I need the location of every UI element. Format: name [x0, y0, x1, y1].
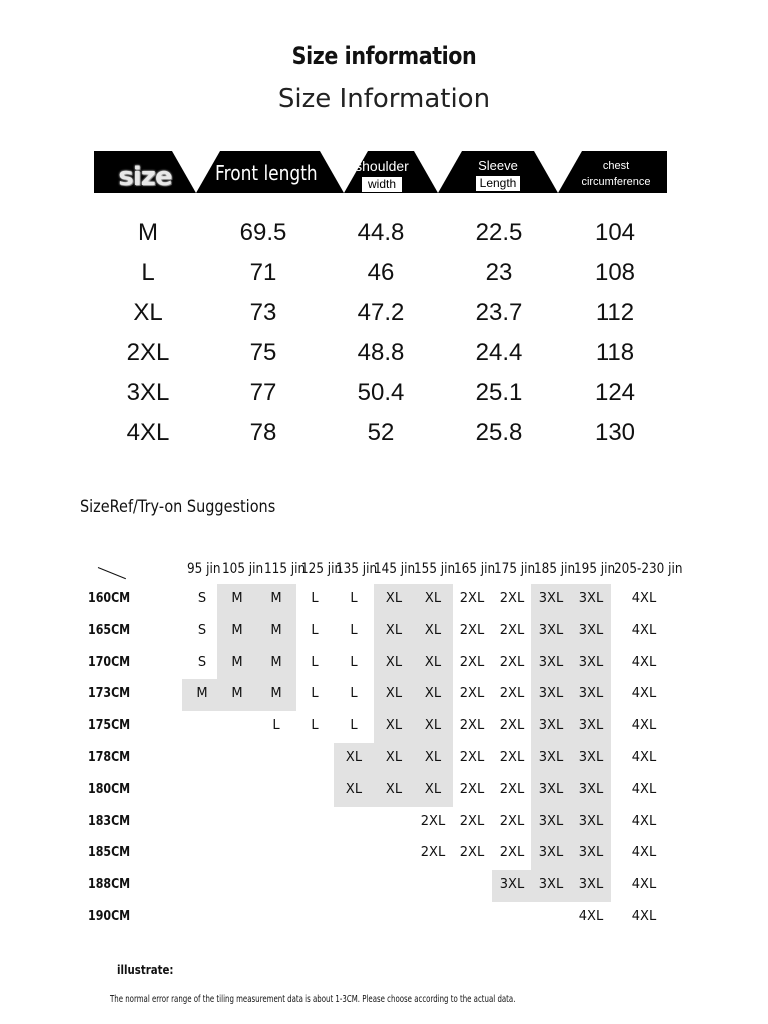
header-chest-circumference	[572, 151, 660, 193]
height-row-header: 178CM	[88, 750, 131, 765]
page-subtitle: Size Information	[277, 84, 491, 114]
size-suggestion-cell: L	[311, 591, 319, 606]
size-suggestion-cell: 3XL	[538, 686, 564, 702]
size-suggestion-cell: XL	[424, 750, 442, 765]
weight-column-header: 205-230 jin	[614, 561, 683, 577]
size-suggestion-cell: 4XL	[631, 845, 657, 861]
height-row-header: 183CM	[88, 813, 131, 829]
size-suggestion-cell: 4XL	[578, 909, 604, 924]
height-row-header: 190CM	[88, 909, 131, 924]
size-suggestion-cell: M	[270, 591, 282, 606]
size-suggestion-cell: 4XL	[631, 622, 657, 638]
size-suggestion-cell: 2XL	[459, 845, 485, 861]
weight-column-header: 165 jin	[454, 561, 496, 577]
weight-column-header: 195 jin	[574, 561, 616, 577]
weight-column-header: 135 jin	[336, 561, 378, 577]
measurement-row	[88, 253, 688, 293]
size-suggestion-cell: 3XL	[538, 622, 564, 638]
size-suggestion-cell: L	[350, 654, 358, 670]
size-suggestion-cell: XL	[424, 718, 442, 734]
size-suggestion-cell: 3XL	[538, 781, 564, 797]
size-suggestion-cell: 3XL	[538, 718, 564, 734]
height-row-header: 165CM	[88, 622, 131, 638]
size-suggestion-cell: 4XL	[631, 877, 657, 893]
size-suggestion-cell: 3XL	[538, 750, 564, 765]
measurement-value: 77	[249, 379, 277, 406]
size-suggestion-cell: 3XL	[578, 591, 604, 606]
measurement-row	[88, 213, 688, 253]
height-row-header: 185CM	[88, 845, 131, 861]
measurement-value: 104	[594, 219, 636, 246]
size-suggestion-cell: L	[272, 718, 280, 734]
size-suggestion-cell: 4XL	[631, 909, 657, 924]
size-suggestion-cell: M	[270, 686, 282, 702]
size-suggestion-cell: XL	[345, 781, 363, 797]
size-suggestion-cell: 4XL	[631, 750, 657, 765]
size-suggestion-cell: L	[311, 622, 319, 638]
size-suggestion-cell: 2XL	[459, 654, 485, 670]
size-suggestion-cell: 2XL	[459, 622, 485, 638]
size-suggestion-cell: 2XL	[499, 654, 525, 670]
size-suggestion-cell: L	[350, 718, 358, 734]
size-suggestion-cell: 4XL	[631, 686, 657, 702]
header-size: size	[118, 162, 172, 192]
size-suggestion-cell: 2XL	[499, 622, 525, 638]
measurement-value: 78	[249, 419, 277, 446]
height-row-header: 188CM	[88, 877, 131, 893]
size-suggestion-cell: M	[270, 654, 282, 670]
measurement-value: 52	[367, 419, 395, 446]
size-suggestion-cell: 2XL	[499, 750, 525, 765]
page-title: Size information	[291, 42, 477, 70]
size-suggestion-cell: 4XL	[631, 813, 657, 829]
height-row-header: 175CM	[88, 718, 131, 734]
size-suggestion-cell: S	[197, 622, 207, 638]
size-suggestion-cell: M	[270, 622, 282, 638]
weight-column-header: 175 jin	[494, 561, 536, 577]
measurement-row	[88, 293, 688, 333]
size-suggestion-cell: 2XL	[420, 813, 446, 829]
measurement-size: 3XL	[126, 379, 170, 406]
size-suggestion-cell: 2XL	[459, 591, 485, 606]
size-suggestion-cell: 2XL	[499, 845, 525, 861]
measurement-value: 46	[367, 259, 395, 286]
height-row-header: 160CM	[88, 591, 131, 606]
size-suggestion-cell: 3XL	[578, 877, 604, 893]
size-suggestion-cell: M	[231, 622, 243, 638]
illustrate-label: illustrate:	[117, 963, 174, 977]
size-suggestion-cell: XL	[424, 686, 442, 702]
weight-column-header: 95 jin	[187, 561, 221, 577]
measurement-value: 44.8	[357, 219, 405, 246]
size-suggestion-cell: 2XL	[420, 845, 446, 861]
size-suggestion-cell: 2XL	[499, 813, 525, 829]
size-suggestion-cell: 2XL	[459, 781, 485, 797]
size-suggestion-cell: 2XL	[499, 591, 525, 606]
measurement-value: 23	[485, 259, 513, 286]
measurement-value: 25.1	[475, 379, 523, 406]
weight-column-header: 185 jin	[534, 561, 576, 577]
measurement-row	[88, 413, 688, 453]
header-sleeve-length	[458, 151, 538, 193]
measurement-value: 118	[595, 339, 635, 366]
measurement-size: L	[141, 259, 155, 286]
size-suggestion-cell: 4XL	[631, 718, 657, 734]
size-suggestion-cell: L	[350, 622, 358, 638]
measurement-value: 69.5	[239, 219, 287, 246]
header-front-length: Front length	[214, 161, 318, 185]
measurement-value: 23.7	[475, 299, 523, 326]
size-suggestion-cell: M	[196, 686, 208, 702]
measurement-header-bar	[94, 151, 667, 193]
measurement-row	[88, 373, 688, 413]
size-suggestion-cell: 3XL	[578, 654, 604, 670]
size-suggestion-cell: 3XL	[578, 781, 604, 797]
measurement-value: 130	[594, 419, 636, 446]
size-suggestion-cell: XL	[385, 718, 403, 734]
size-suggestion-cell: 2XL	[459, 750, 485, 765]
measurement-row	[88, 333, 688, 373]
size-suggestion-cell: XL	[424, 622, 442, 638]
size-suggestion-cell: 3XL	[538, 654, 564, 670]
measurement-value: 50.4	[357, 379, 405, 406]
header-shoulder-width	[342, 151, 422, 193]
measurement-size: 2XL	[126, 339, 170, 366]
measurement-note: The normal error range of the tiling measurement data is about 1-3CM. Please choose according to the actual data.	[110, 994, 516, 1005]
size-suggestion-cell: 2XL	[499, 781, 525, 797]
weight-column-header: 115 jin	[264, 561, 306, 577]
size-suggestion-cell: 3XL	[578, 845, 604, 861]
size-suggestion-cell: XL	[424, 591, 442, 606]
measurement-value: 73	[249, 299, 277, 326]
measurement-value: 75	[249, 339, 277, 366]
size-suggestion-cell: 2XL	[499, 718, 525, 734]
size-suggestion-cell: 4XL	[631, 654, 657, 670]
size-suggestion-cell: XL	[385, 591, 403, 606]
size-suggestion-cell: 3XL	[578, 750, 604, 765]
size-suggestion-cell: M	[231, 591, 243, 606]
weight-column-header: 155 jin	[414, 561, 456, 577]
weight-column-header: 125 jin	[301, 561, 343, 577]
size-suggestion-cell: L	[311, 686, 319, 702]
measurement-value: 124	[594, 379, 636, 406]
measurement-value: 48.8	[357, 339, 405, 366]
size-suggestion-cell: L	[350, 686, 358, 702]
header-width-label: width	[362, 177, 402, 192]
size-suggestion-cell: 3XL	[578, 718, 604, 734]
size-suggestion-cell: XL	[385, 686, 403, 702]
size-suggestion-cell: XL	[345, 750, 363, 765]
size-suggestion-cell: 2XL	[459, 718, 485, 734]
size-suggestion-cell: XL	[385, 781, 403, 797]
size-suggestion-cell: 3XL	[538, 877, 564, 893]
height-row-header: 173CM	[88, 686, 131, 702]
measurement-value: 47.2	[357, 299, 405, 326]
size-suggestion-cell: S	[197, 654, 207, 670]
size-suggestion-cell: 2XL	[499, 686, 525, 702]
measurement-size: 4XL	[126, 419, 170, 446]
size-suggestion-cell: L	[311, 718, 319, 734]
size-suggestion-cell: M	[231, 686, 243, 702]
height-row-header: 180CM	[88, 781, 131, 797]
weight-column-header: 105 jin	[222, 561, 264, 577]
size-suggestion-cell: S	[197, 591, 207, 606]
measurement-value: 108	[594, 259, 636, 286]
size-suggestion-cell: M	[231, 654, 243, 670]
size-ref-title: SizeRef/Try-on Suggestions	[80, 497, 276, 517]
measurement-value: 71	[249, 259, 277, 286]
size-suggestion-cell: 3XL	[578, 813, 604, 829]
measurement-value: 25.8	[475, 419, 523, 446]
size-suggestion-cell: XL	[385, 654, 403, 670]
size-suggestion-cell: 2XL	[459, 686, 485, 702]
size-suggestion-cell: 3XL	[538, 591, 564, 606]
size-suggestion-cell: L	[350, 591, 358, 606]
header-shoulder-label: shoulder	[355, 158, 409, 174]
size-suggestion-cell: 3XL	[538, 813, 564, 829]
size-suggestion-cell: 4XL	[631, 781, 657, 797]
size-suggestion-cell: XL	[424, 654, 442, 670]
size-suggestion-cell: 4XL	[631, 591, 657, 606]
measurement-value: 22.5	[475, 219, 523, 246]
header-sleeve-label: Sleeve	[478, 158, 518, 173]
header-chest-label: chest	[602, 160, 630, 172]
size-suggestion-cell: 3XL	[499, 877, 525, 893]
size-suggestion-cell: 3XL	[538, 845, 564, 861]
size-suggestion-cell: 2XL	[459, 813, 485, 829]
size-suggestion-cell: XL	[424, 781, 442, 797]
size-suggestion-cell: XL	[385, 750, 403, 765]
size-suggestion-cell: 3XL	[578, 686, 604, 702]
weight-column-header: 145 jin	[374, 561, 416, 577]
height-row-header: 170CM	[88, 654, 131, 670]
measurement-size: XL	[133, 299, 163, 326]
header-length-label: Length	[476, 176, 520, 191]
size-suggestion-cell: L	[311, 654, 319, 670]
measurement-size: M	[138, 219, 158, 246]
header-circumference-label: circumference	[581, 176, 651, 188]
size-suggestion-cell: 3XL	[578, 622, 604, 638]
size-suggestion-cell: XL	[385, 622, 403, 638]
measurement-value: 112	[595, 299, 635, 326]
corner-diagonal	[98, 567, 126, 579]
measurement-value: 24.4	[475, 339, 523, 366]
